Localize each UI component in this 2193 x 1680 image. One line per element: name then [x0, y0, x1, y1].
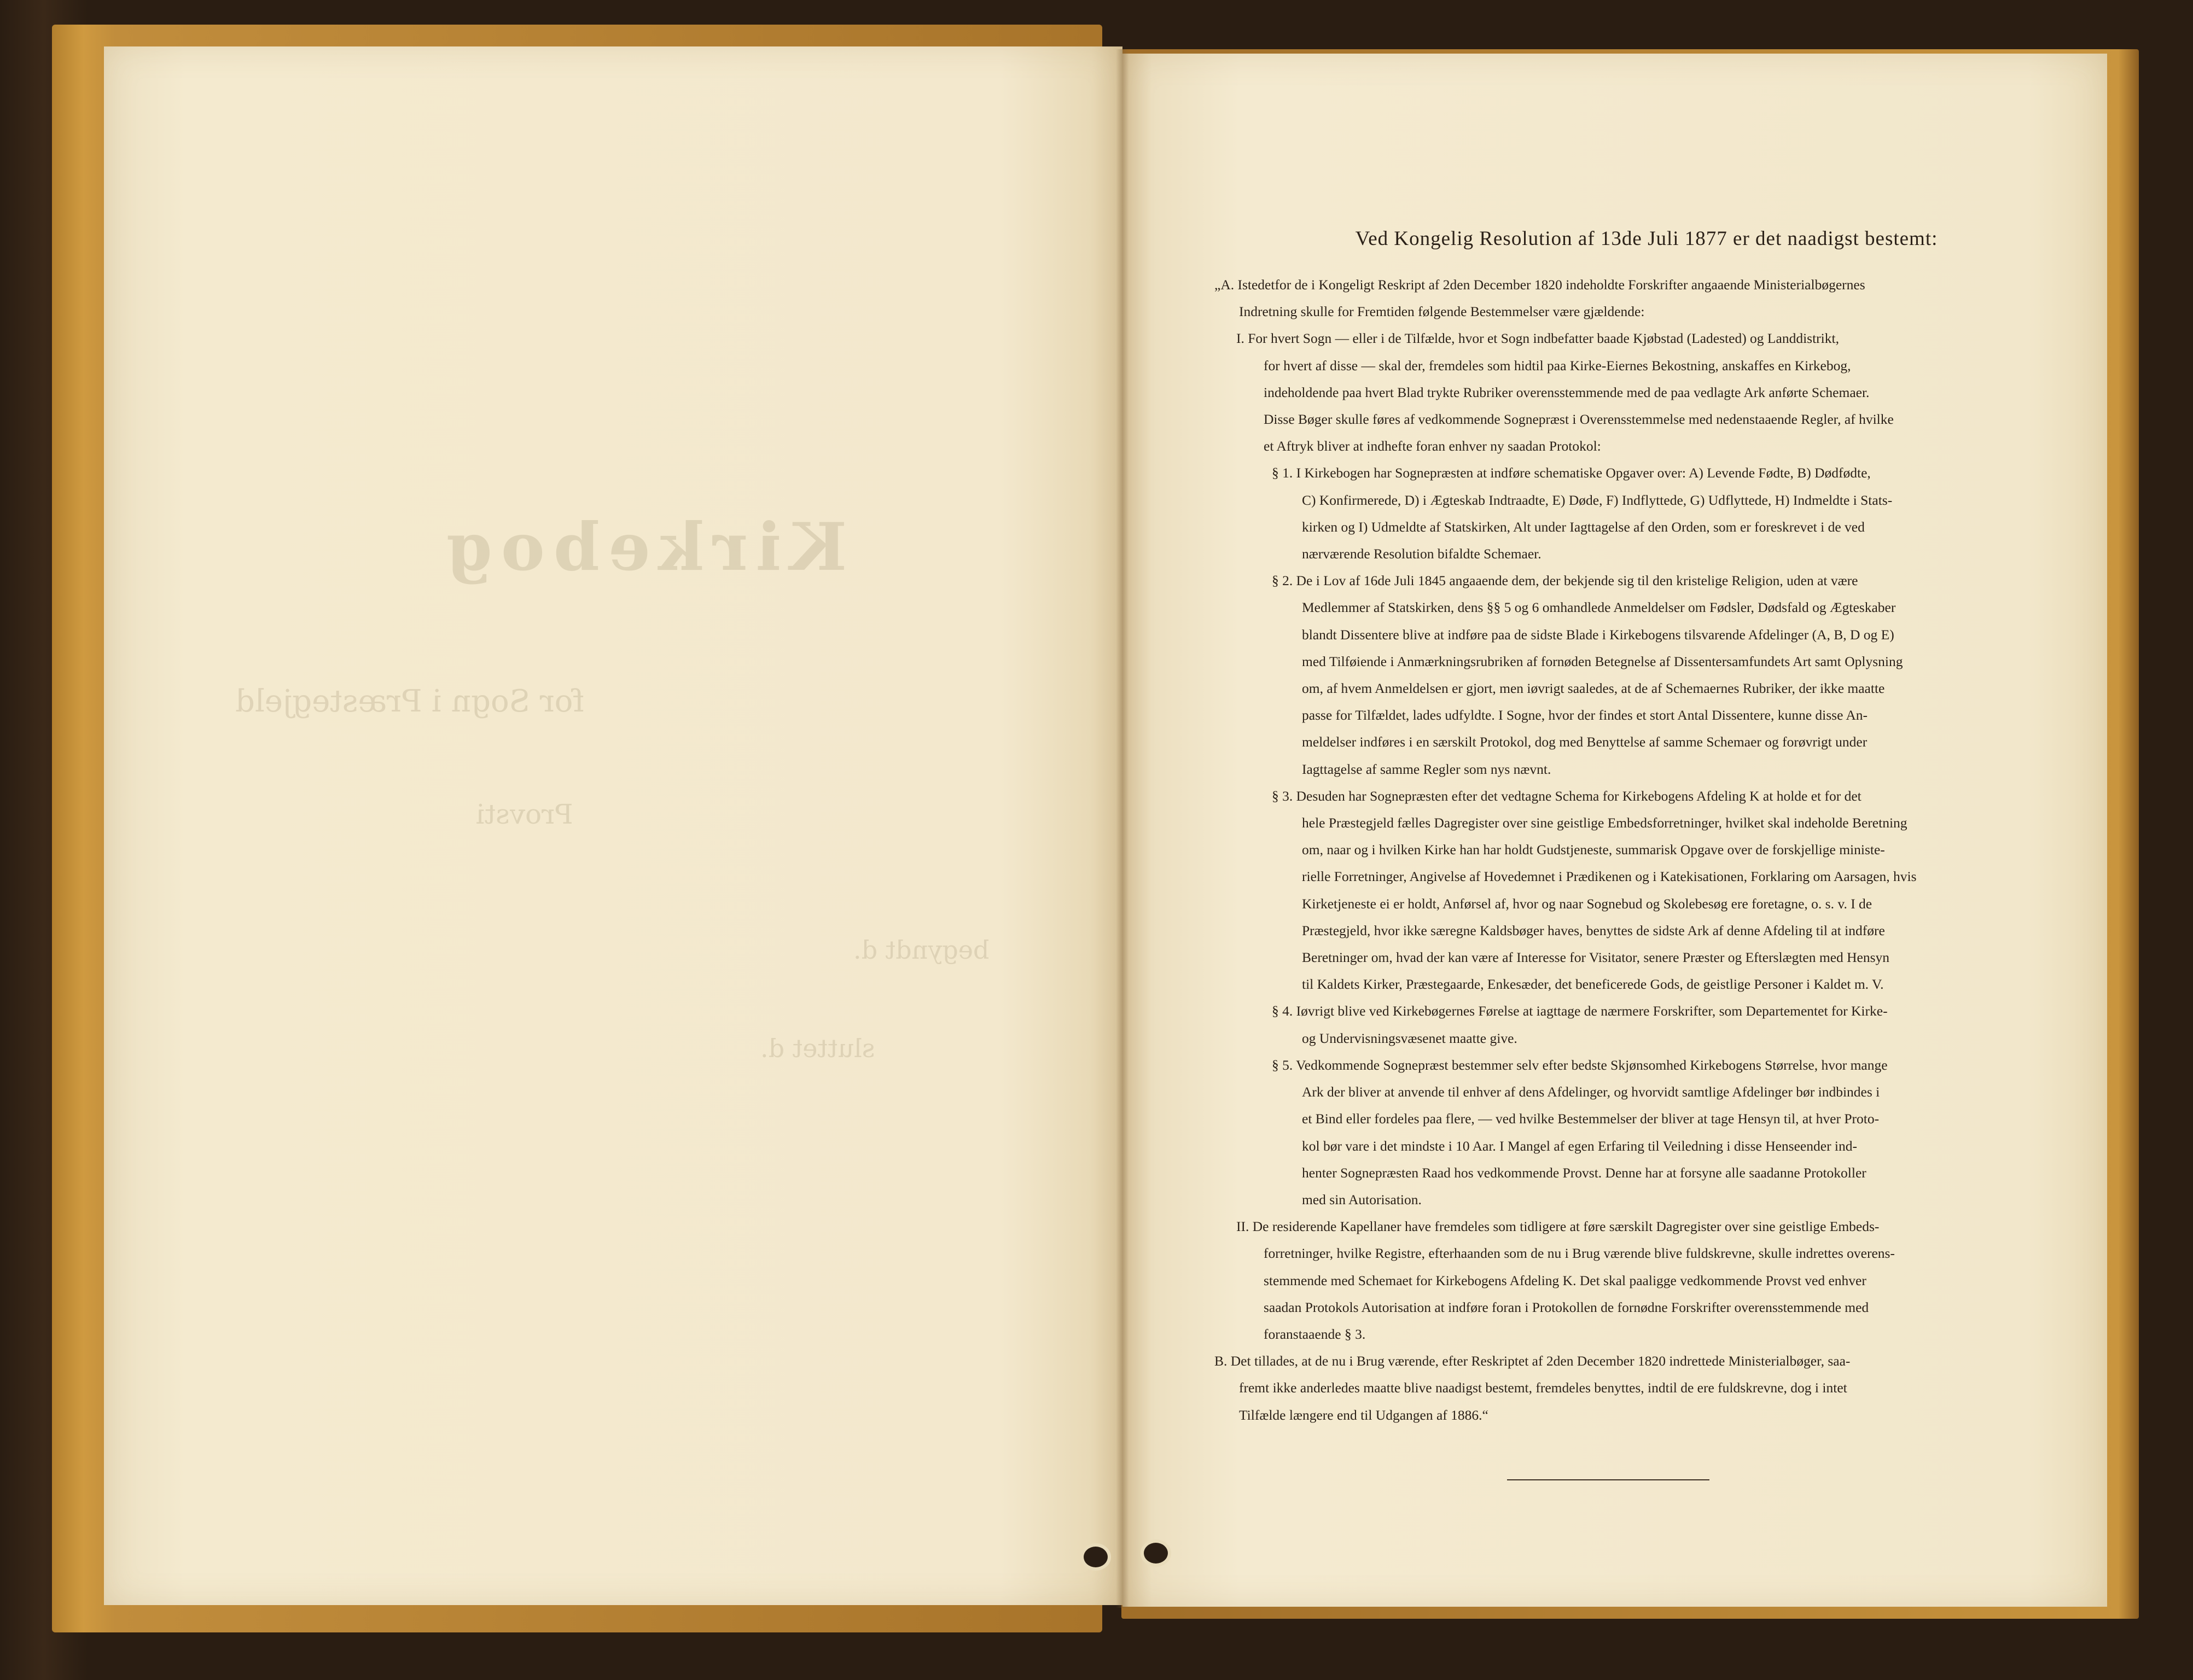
text-line: et Aftryk bliver at indhefte foran enhver ny saadan Protokol:	[1264, 438, 1601, 454]
binding-hole	[1141, 1539, 1171, 1567]
binding-hole	[1080, 1543, 1111, 1571]
text-line: § 4. Iøvrigt blive ved Kirkebøgernes Førelse at iagttage de nærmere Forskrifter, som Departementet for Kirke-	[1272, 1003, 1888, 1019]
bleed-through-line: for Sogn i Præstegjeld	[235, 684, 585, 719]
text-line: et Bind eller fordeles paa flere, — ved hvilke Bestemmelser der bliver at tage Hensyn til, at hver Proto-	[1302, 1111, 1880, 1127]
text-line: passe for Tilfældet, lades udfyldte. I Sogne, hvor der findes et stort Antal Dissentere, kunne disse An-	[1302, 707, 1868, 724]
text-line: Medlemmer af Statskirken, dens §§ 5 og 6 omhandlede Anmeldelser om Fødsler, Dødsfald og Ægteskaber	[1302, 599, 1896, 616]
text-line: Indretning skulle for Fremtiden følgende Bestemmelser være gjældende:	[1239, 304, 1645, 320]
resolution-text	[1214, 227, 1991, 1428]
text-line: saadan Protokols Autorisation at indføre foran i Protokollen de fornødne Forskrifter overensstemmende med	[1264, 1299, 1869, 1315]
text-line: Præstegjeld, hvor ikke særegne Kaldsbøger haves, benyttes de sidste Ark af denne Afdeling til at indføre	[1302, 922, 1885, 938]
text-line: med Tilføiende i Anmærkningsrubriken af fornøden Betegnelse af Dissentersamfundets Art samt Oplysning	[1302, 653, 1903, 669]
bleed-through-line: Provsti	[476, 798, 573, 830]
text-line: § 3. Desuden har Sognepræsten efter det vedtagne Schema for Kirkebogens Afdeling K at holde et for det	[1272, 788, 1862, 804]
text-line: rielle Forretninger, Angivelse af Hovedemnet i Prædikenen og i Katekisationen, Forklaring om Aarsagen, hvis	[1302, 868, 1917, 885]
text-line: § 2. De i Lov af 16de Juli 1845 angaaende dem, der bekjende sig til den kristelige Religion, uden at være	[1272, 573, 1858, 589]
text-line: fremt ikke anderledes maatte blive naadigst bestemt, fremdeles benyttes, indtil de ere fuldskrevne, dog i intet	[1239, 1380, 1847, 1396]
text-line: Iagttagelse af samme Regler som nys nævnt.	[1302, 761, 1551, 777]
text-line: for hvert af disse — skal der, fremdeles som hidtil paa Kirke-Eiernes Bekostning, anskaffes en Kirkebog,	[1264, 357, 1851, 374]
text-line: hele Præstegjeld fælles Dagregister over sine geistlige Embedsforretninger, hvilket skal indeholde Beretning	[1302, 815, 1907, 831]
text-line: kol bør vare i det mindste i 10 Aar. I Mangel af egen Erfaring til Veiledning i disse Henseender ind-	[1302, 1138, 1858, 1154]
text-line: § 5. Vedkommende Sognepræst bestemmer selv efter bedste Skjønsomhed Kirkebogens Størrelse, hvor mange	[1272, 1057, 1888, 1073]
closing-rule	[1507, 1479, 1709, 1480]
text-line: II. De residerende Kapellaner have fremdeles som tidligere at føre særskilt Dagregister over sine geistlige Embeds-	[1236, 1218, 1880, 1235]
bleed-through-title: Kirkebog	[438, 509, 847, 586]
text-line: Kirketjeneste ei er holdt, Anførsel af, hvor og naar Sognebud og Skolebesøg ere foretagne, o. s. v. I de	[1302, 895, 1872, 912]
text-line: kirken og I) Udmeldte af Statskirken, Alt under Iagttagelse af den Orden, som er foreskrevet i de ved	[1302, 518, 1865, 535]
text-line: Tilfælde længere end til Udgangen af 1886.“	[1239, 1407, 1488, 1423]
text-line: om, af hvem Anmeldelsen er gjort, men iøvrigt saaledes, at de af Schemaernes Rubriker, der ikke maatte	[1302, 680, 1885, 697]
text-line: meldelser indføres i en særskilt Protokol, dog med Benyttelse af samme Schemaer og forøvrigt under	[1302, 734, 1868, 750]
text-line: henter Sognepræsten Raad hos vedkommende Provst. Denne har at forsyne alle saadanne Protokoller	[1302, 1164, 1866, 1181]
text-line: Beretninger om, hvad der kan være af Interesse for Visitator, senere Præster og Efterslægten med Hensyn	[1302, 949, 1890, 966]
text-line: med sin Autorisation.	[1302, 1191, 1422, 1208]
page-heading: Ved Kongelig Resolution af 13de Juli 1877 er det naadigst bestemt:	[1355, 228, 1938, 250]
book-gutter	[1116, 49, 1129, 1608]
left-page	[104, 46, 1122, 1605]
text-line: nærværende Resolution bifaldte Schemaer.	[1302, 546, 1542, 562]
text-line: C) Konfirmerede, D) i Ægteskab Indtraadte, E) Døde, F) Indflyttede, G) Udflyttede, H) Indmeldte i Stats-	[1302, 492, 1893, 508]
text-line: stemmende med Schemaet for Kirkebogens Afdeling K. Det skal paaligge vedkommende Provst ved enhver	[1264, 1272, 1866, 1288]
text-line: foranstaaende § 3.	[1264, 1326, 1366, 1342]
text-line: forretninger, hvilke Registre, efterhaanden som de nu i Brug værende blive fuldskrevne, skulle indrettes overens-	[1264, 1245, 1895, 1262]
text-line: „A. Istedetfor de i Kongeligt Reskript af 2den December 1820 indeholdte Forskrifter angaaende Ministerialbøgernes	[1214, 277, 1865, 293]
text-line: om, naar og i hvilken Kirke han har holdt Gudstjeneste, summarisk Opgave over de forskjellige ministe-	[1302, 842, 1885, 858]
text-line: B. Det tillades, at de nu i Brug værende, efter Reskriptet af 2den December 1820 indrettede Ministerialbøger, saa-	[1214, 1353, 1851, 1369]
text-line: til Kaldets Kirker, Præstegaarde, Enkesæder, det beneficerede Gods, de geistlige Personer i Kaldet m. V.	[1302, 976, 1884, 993]
text-line: Disse Bøger skulle føres af vedkommende Sognepræst i Overensstemmelse med nedenstaaende Regler, af hvilke	[1264, 411, 1894, 428]
text-line: blandt Dissentere blive at indføre paa de sidste Blade i Kirkebogens tilsvarende Afdelinger (A, B, D og E)	[1302, 626, 1894, 643]
text-line: § 1. I Kirkebogen har Sognepræsten at indføre schematiske Opgaver over: A) Levende Fødte, B) Dødfødte,	[1272, 465, 1871, 481]
bleed-through-line: sluttet d.	[760, 1034, 875, 1063]
text-line: Ark der bliver at anvende til enhver af dens Afdelinger, og hvorvidt samtlige Afdelinger bør indbindes i	[1302, 1084, 1880, 1100]
text-line: I. For hvert Sogn — eller i de Tilfælde, hvor et Sogn indbefatter baade Kjøbstad (Ladested) og Landdistrikt,	[1236, 330, 1839, 347]
text-line: og Undervisningsvæsenet maatte give.	[1302, 1030, 1517, 1046]
bleed-through-line: begyndt d.	[853, 935, 990, 965]
text-body	[1214, 271, 1991, 1428]
text-line: indeholdende paa hvert Blad trykte Rubriker overensstemmende med de paa vedlagte Ark anførte Schemaer.	[1264, 384, 1870, 400]
